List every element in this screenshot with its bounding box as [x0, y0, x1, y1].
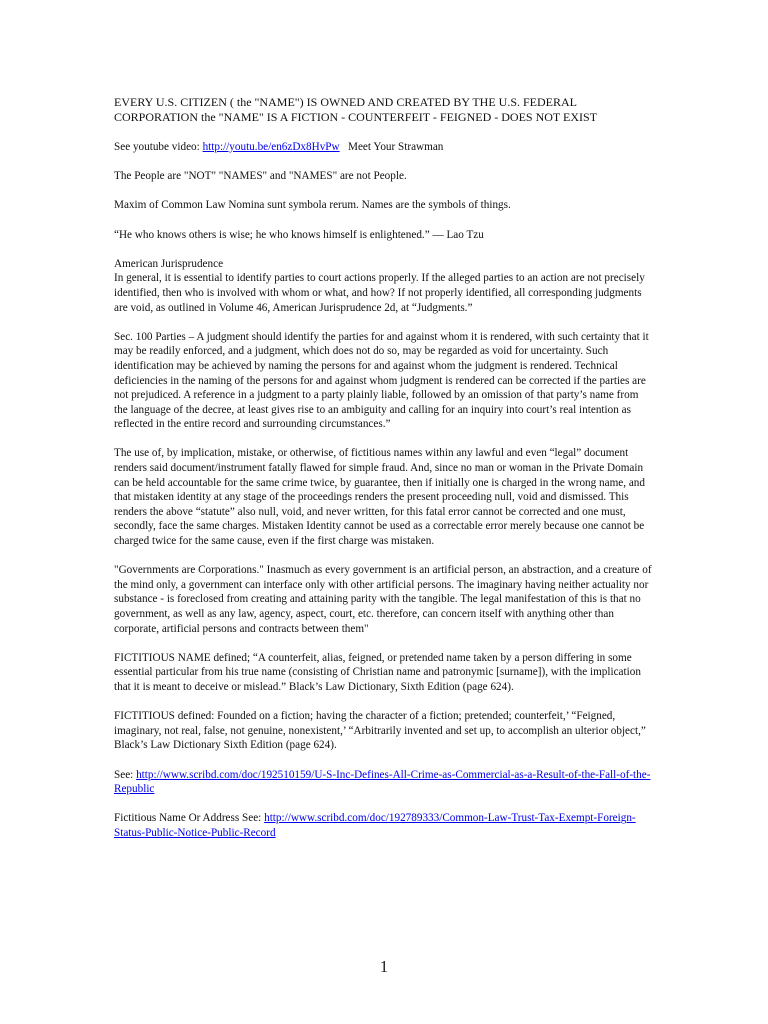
- fictitious-name-defined-paragraph: FICTITIOUS NAME defined; “A counterfeit, alias, feigned, or pretended name taken by a person differing in some essential particular from his true name (consisting of Christian name and patronymic [surname]), with the implication that it is meant to deceive or mislead.” Black’s Law Dictionary, Sixth Edition (page 624).: [114, 651, 641, 693]
- document-title: EVERY U.S. CITIZEN ( the "NAME") IS OWNED AND CREATED BY THE U.S. FEDERAL CORPORATION the "NAME" IS A FICTION - COUNTERFEIT - FEIGNED - DOES NOT EXIST: [114, 95, 598, 124]
- governments-paragraph: "Governments are Corporations." Inasmuch as every government is an artificial person, an abstraction, and a creature of the mind only, a government can interface only with other artificial persons. The imaginary having neither actuality nor substance - is foreclosed from creating and attaining parity with the tangible. The legal manifestation of this is that no government, as well as any law, agency, aspect, court, etc. therefore, can concern itself with anything other than corporate, artificial persons and contracts between them": [114, 564, 652, 635]
- youtube-link[interactable]: http://youtu.be/en6zDx8HvPw: [202, 141, 340, 153]
- american-jurisprudence-body: In general, it is essential to identify parties to court actions properly. If the alleged parties to an action are not precisely identified, then who is involved with whom or what, and how? If not properly identified, all corresponding judgments are void, as outlined in Volume 46, American Jurisprudence 2d, at “Judgments.”: [114, 272, 645, 314]
- youtube-suffix: Meet Your Strawman: [339, 141, 444, 153]
- fictitious-address-paragraph: [114, 811, 654, 840]
- maxim-paragraph: Maxim of Common Law Nomina sunt symbola rerum. Names are the symbols of things.: [114, 199, 511, 212]
- document-page: [114, 95, 654, 855]
- fictitious-use-paragraph: The use of, by implication, mistake, or otherwise, of fictitious names within any lawful and even “legal” document renders said document/instrument fatally flawed for simple fraud. And, since no man or woman in the Private Domain can be held accountable for the same crime twice, by guarantee, then if initially one is charged in the wrong name, and that mistaken identity at any stage of the proceedings renders the present proceeding null, void and dismissed. This renders the above “statute” also null, void, and never written, for this fatal error cannot be corrected and one must, secondly, face the same charges. Mistaken Identity cannot be used as a correctable error merely because one cannot be charged twice for the same cause, even if the first charge was mistaken.: [114, 447, 645, 548]
- scribd-crime-link[interactable]: http://www.scribd.com/doc/192510159/U-S-Inc-Defines-All-Crime-as-Commercial-as-a-Result-of-the-Fall-of-the-Republic: [114, 768, 651, 796]
- fictitious-defined-paragraph: FICTITIOUS defined: Founded on a fiction; having the character of a fiction; pretended; counterfeit,’ “Feigned, imaginary, not real, false, not genuine, nonexistent,’ “Arbitrarily invented and set up, to accomplish an ulterior object,” Black’s Law Dictionary Sixth Edition (page 624).: [114, 710, 646, 752]
- sec100-paragraph: Sec. 100 Parties – A judgment should identify the parties for and against whom it is rendered, with such certainty that it may be readily enforced, and a judgment, which does not do so, may be regarded as void for uncertainty. Such identification may be achieved by naming the persons for and against whom the judgment is rendered. Technical deficiencies in the naming of the persons for and against whom judgment is rendered can be corrected if the parties are not prejudiced. A reference in a judgment to a party plainly liable, followed by an omission of that party’s name from the language of the decree, at least gives rise to an ambiguity and calling for an inquiry into court’s real intention as reflected in the entire record and surrounding circumstances.”: [114, 330, 649, 431]
- youtube-paragraph: [114, 140, 654, 155]
- american-jurisprudence-heading: American Jurisprudence: [114, 257, 224, 270]
- see-scribd-prefix: See:: [114, 768, 137, 781]
- people-paragraph: The People are "NOT" "NAMES" and "NAMES" are not People.: [114, 170, 407, 183]
- youtube-prefix: See youtube video:: [114, 141, 203, 153]
- see-scribd-paragraph: [114, 768, 654, 797]
- american-jurisprudence-paragraph: [114, 257, 654, 315]
- quote-paragraph: “He who knows others is wise; he who knows himself is enlightened.” — Lao Tzu: [114, 228, 484, 241]
- fictitious-address-prefix: Fictitious Name Or Address See:: [114, 812, 265, 825]
- scribd-trust-link[interactable]: http://www.scribd.com/doc/192789333/Common-Law-Trust-Tax-Exempt-Foreign-Status-Public-Notice-Public-Record: [114, 812, 636, 839]
- page-number: 1: [379, 957, 389, 976]
